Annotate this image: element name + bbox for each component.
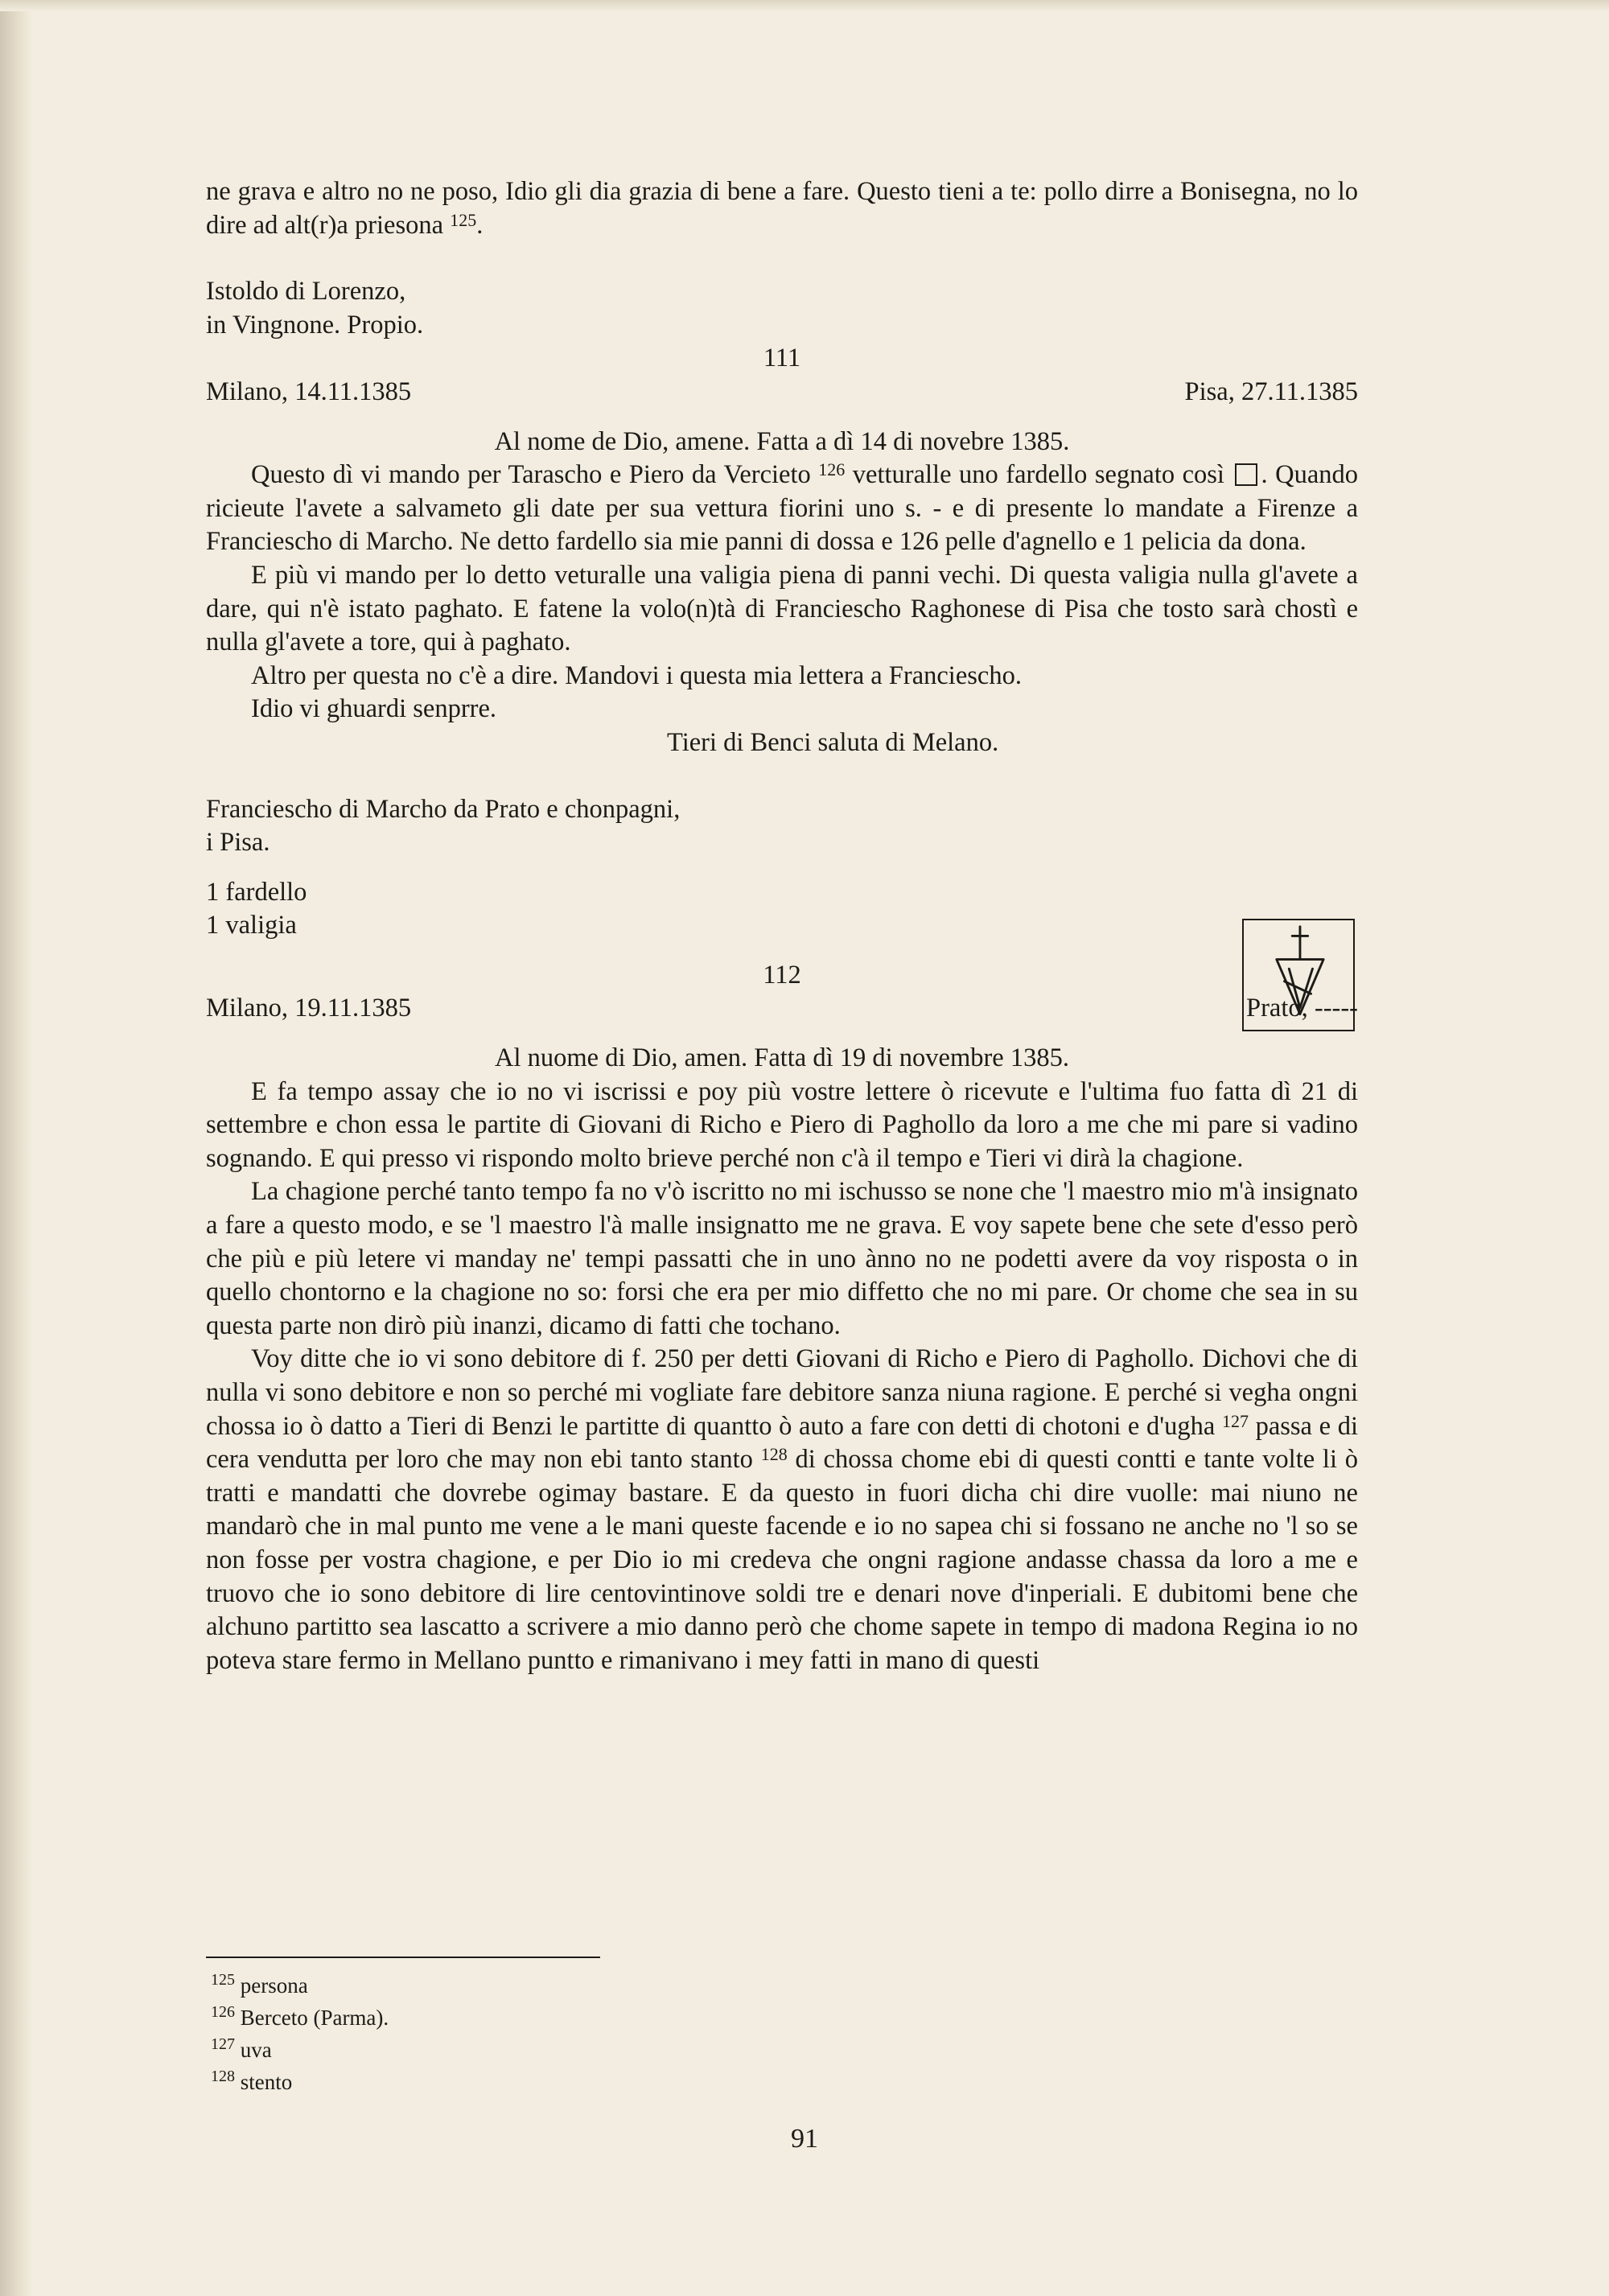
letter-111-address-line-2: i Pisa. (206, 828, 270, 858)
letter-111-address-line-1: Franciescho di Marcho da Prato e chonpagni, (206, 794, 681, 824)
page-top-shadow (0, 0, 1609, 11)
letter-111-paragraph-1: Questo dì vi mando per Tarascho e Piero da Vercieto $^{126}$ vetturalle uno fardello segnato così . Quando ricieute l'avete a salvameto gli date per sua vettura fiorini uno s. - e di presente lo mandate a Firenze a Franciescho di Marcho. Ne detto fardello sia mie panni di dossa e 126 pelle d'agnello e 1 pelicia da dona. (206, 459, 1358, 557)
footnote-item (211, 1969, 389, 2002)
footnote-text: persona (240, 1973, 308, 1998)
letter111-tail-paragraph: ne grava e altro no ne poso, Idio gli dia grazia di bene a fare. Questo tieni a te: pollo dirre a Bonisegna, no lo dire ad alt(r)a priesona $^{125}$. (206, 177, 1358, 240)
letter-112-header (206, 992, 1358, 1026)
signature-line-2: in Vingnone. Propio. (206, 310, 424, 339)
letter-111-opening: Al nome de Dio, amene. Fatta a dì 14 di novebre 1385. (494, 426, 1070, 456)
letter-112-to: Prato, ----- (1246, 994, 1358, 1023)
letter-111-paragraph-3: Altro per questa no c'è a dire. Mandovi i questa mia lettera a Franciescho. (251, 660, 1022, 690)
letter-111-header (206, 376, 1358, 409)
letter-111-number: 111 (763, 344, 801, 373)
footnote-text: uva (240, 2038, 272, 2062)
footnote-item (211, 2066, 389, 2098)
merchant-mark-icon (1242, 919, 1355, 1031)
letter-111-paragraph-4: Idio vi ghuardi senprre. (251, 694, 497, 724)
footnote-number: 126 (211, 2003, 235, 2021)
footnote-ref-125[interactable]: 125 (450, 209, 477, 230)
footnote-number: 125 (211, 1971, 235, 1989)
letter-111-item-1: 1 fardello (206, 877, 307, 907)
page-body (206, 175, 1358, 1677)
merchant-mark-drawing (1244, 920, 1353, 1030)
footnote-ref-126[interactable]: 126 (818, 459, 846, 480)
letter-111-from: Milano, 14.11.1385 (206, 376, 412, 406)
letter-111-to: Pisa, 27.11.1385 (1184, 376, 1358, 406)
letter-112-paragraph-3: Voy ditte che io vi sono debitore di f. 250 per detti Giovani di Richo e Piero di Paghollo. Dichovi che di nulla vi sono debitore e non so perché mi vogliate fare debitore sanza niuna ragione. E perché si vegha ongni chossa io ò datto a Tieri di Benzi le partitte di quantto ò auto a fare con detti di chotoni e d'ugha $^{127}$ passa e di cera vendutta per loro che may non ebi tanto stanto $^{128}$ di chossa chome ebi di questi contti e tante volte li ò tratti e mandatti che dovrebe ogimay bastare. E da questo in fuori dicha chi dire vuolle: mai niuno ne mandarò che in mal punto me vene a le mani queste facende e io no sapea chi si fossano ne anche no 'l so se non fosse per vostra chagione, e per Dio io mi credeva che ongni ragione andasse chassa da loro a me e truovo che io sono debitore di lire centovintinove soldi tre e denari nove d'inperiali. E dubitomi bene che alchuno partitto sea lascatto a scrivere a mio danno però che chome sapete in tempo di madona Regina io no poteva stare fermo in Mellano puntto e rimanivano i mey fatti in mano di questi (206, 1344, 1359, 1675)
footnote-rule (206, 1957, 600, 1958)
footnote-number: 128 (211, 2068, 235, 2085)
page-gutter (0, 0, 32, 2296)
footnote-item (211, 2002, 389, 2034)
box-sign-icon (1235, 463, 1257, 486)
letter-112-opening: Al nuome di Dio, amen. Fatta dì 19 di novembre 1385. (495, 1043, 1069, 1073)
letter-112-paragraph-1: E fa tempo assay che io no vi iscrissi e poy più vostre lettere ò ricevute e l'ultima fuo fatta dì 21 di settembre e chon essa le partite di Giovani di Richo e Piero di Paghollo da loro a me che mi pare si vadino sognando. E qui presso vi rispondo molto brieve perché non c'à il tempo e Tieri vi dirà la chagione. (206, 1076, 1358, 1173)
footnote-ref-128[interactable]: 128 (760, 1444, 788, 1465)
page-number: 91 (791, 2124, 818, 2154)
footnote-ref-127[interactable]: 127 (1221, 1410, 1249, 1431)
letter-112-from: Milano, 19.11.1385 (206, 994, 412, 1023)
letter-111-signoff: Tieri di Benci saluta di Melano. (667, 727, 999, 757)
footnote-number: 127 (211, 2035, 235, 2053)
letter-111-paragraph-2: E più vi mando per lo detto veturalle una valigia piena di panni vechi. Di questa valigia nulla gl'avete a dare, qui n'è istato paghato. E fatene la volo(n)tà di Franciescho Raghonese di Pisa che tosto sarà chostì e nulla gl'avete a tore, qui à paghato. (206, 560, 1358, 657)
footnote-text: Berceto (Parma). (240, 2006, 389, 2030)
footnotes (211, 1969, 389, 2098)
letter-112-paragraph-2: La chagione perché tanto tempo fa no v'ò iscritto no mi ischusso se none che 'l maestro mio m'à insignato a fare a questo modo, e se 'l maestro l'à malle insignatto me ne grava. E voy sapete bene che sete d'esso però che più e più letere vi manday ne' tempi passatti che in uno ànno no ne podetti avere da voy risposta o in quello chontorno e la chagione no so: forsi che era per mio diffetto che no mi pare. Or chome che sea in su questa parte non dirò più inanzi, dicamo di fatti che tochano. (206, 1177, 1358, 1340)
footnote-text: stento (240, 2070, 293, 2094)
footnote-item (211, 2034, 389, 2066)
signature-line-1: Istoldo di Lorenzo, (206, 277, 406, 307)
letter-112-number: 112 (763, 960, 801, 990)
letter-111-item-2: 1 valigia (206, 911, 297, 940)
